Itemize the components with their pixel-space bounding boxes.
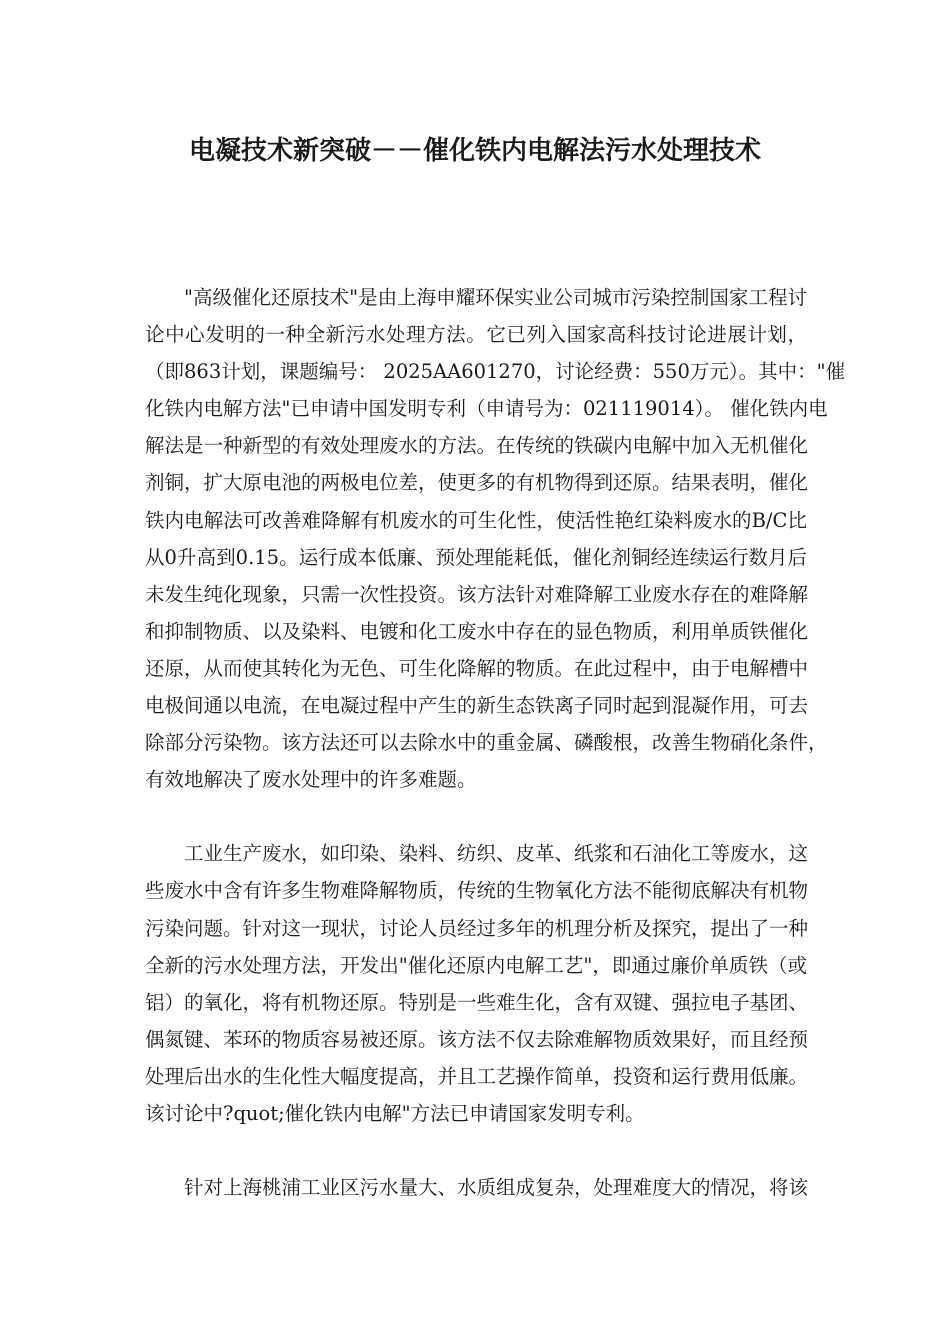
- paragraph-spacer: [145, 798, 807, 835]
- paragraph-line: 和抑制物质、以及染料、电镀和化工废水中存在的显色物质，利用单质铁催化: [145, 619, 809, 643]
- paragraph-3: [145, 1169, 807, 1206]
- paragraph-line: 有效地解决了废水处理中的许多难题。: [145, 768, 477, 792]
- paragraph-line: 除部分污染物。该方法还可以去除水中的重金属、磷酸根，改善生物硝化条件，: [145, 731, 828, 755]
- paragraph-line: 些废水中含有许多生物难降解物质，传统的生物氧化方法不能彻底解决有机物: [145, 879, 809, 903]
- paragraph-line: 针对上海桃浦工业区污水量大、水质组成复杂，处理难度大的情况，将该: [184, 1176, 809, 1200]
- paragraph-line: 未发生纯化现象，只需一次性投资。该方法针对难降解工业废水存在的难降解: [145, 582, 809, 606]
- paragraph-line: 该讨论中?quot;催化铁内电解"方法已申请国家发明专利。: [145, 1101, 645, 1125]
- document-title: 电凝技术新突破－－催化铁内电解法污水处理技术: [188, 136, 761, 166]
- paragraph-line: 偶氮键、苯环的物质容易被还原。该方法不仅去除难解物质效果好，而且经预: [145, 1027, 809, 1051]
- document-body: [145, 279, 846, 1206]
- paragraph-line: 污染问题。针对这一现状，讨论人员经过多年的机理分析及探究，提出了一种: [145, 916, 809, 940]
- paragraph-line: 工业生产废水，如印染、染料、纺织、皮革、纸浆和石油化工等废水，这: [184, 842, 809, 866]
- paragraph-line: 解法是一种新型的有效处理废水的方法。在传统的铁碳内电解中加入无机催化: [145, 434, 809, 458]
- paragraph-2: [145, 835, 807, 1132]
- paragraph-1: [145, 279, 846, 798]
- paragraph-line: 剂铜，扩大原电池的两极电位差，使更多的有机物得到还原。结果表明，催化: [145, 471, 809, 495]
- paragraph-line: 化铁内电解方法"已申请中国发明专利（申请号为：021119014）。 催化铁内电: [145, 397, 828, 421]
- paragraph-line: 铝）的氧化，将有机物还原。特别是一些难生化，含有双键、强拉电子基团、: [145, 990, 809, 1014]
- paragraph-line: 处理后出水的生化性大幅度提高，并且工艺操作简单，投资和运行费用低廉。: [145, 1064, 809, 1088]
- paragraph-line: 还原，从而使其转化为无色、可生化降解的物质。在此过程中，由于电解槽中: [145, 656, 809, 680]
- paragraph-line: 论中心发明的一种全新污水处理方法。它已列入国家高科技讨论进展计划，: [145, 323, 807, 347]
- paragraph-spacer: [145, 1132, 807, 1169]
- paragraph-line: 铁内电解法可改善难降解有机废水的可生化性，使活性艳红染料废水的B/C比: [145, 508, 807, 532]
- paragraph-line: （即863计划，课题编号： 2025AA601270，讨论经费：550万元）。其中："催: [145, 360, 846, 384]
- paragraph-line: "高级催化还原技术"是由上海申耀环保实业公司城市污染控制国家工程讨: [184, 286, 807, 309]
- paragraph-line: 从0升高到0.15。运行成本低廉、预处理能耗低，催化剂铜经连续运行数月后: [145, 545, 807, 569]
- paragraph-line: 电极间通以电流，在电凝过程中产生的新生态铁离子同时起到混凝作用，可去: [145, 694, 809, 718]
- paragraph-line: 全新的污水处理方法，开发出"催化还原内电解工艺"，即通过廉价单质铁（或: [145, 953, 807, 977]
